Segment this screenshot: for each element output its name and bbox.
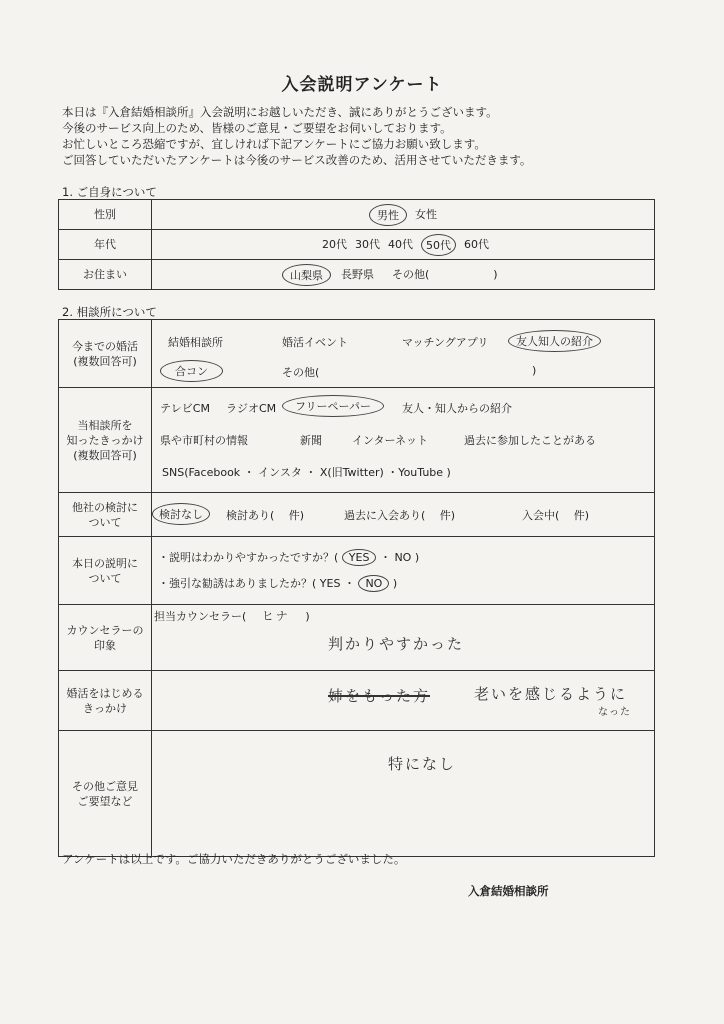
age-label: 年代 bbox=[59, 230, 152, 260]
intro-line: 今後のサービス向上のため、皆様のご意見・ご要望をお伺いしております。 bbox=[62, 121, 452, 135]
exp-option-friend[interactable]: 友人知人の紹介 bbox=[508, 330, 601, 352]
motivation-struck-text: 姉をもった方 bbox=[328, 687, 431, 705]
briefing-q1-yes[interactable]: YES bbox=[342, 549, 377, 566]
gender-label: 性別 bbox=[59, 200, 152, 230]
others-option-none[interactable]: 検討なし bbox=[152, 503, 210, 525]
discovery-row bbox=[59, 388, 655, 493]
motivation-comment-2: なった bbox=[598, 707, 631, 718]
briefing-q1 bbox=[158, 549, 419, 565]
footer-text: アンケートは以上です。ご協力いただきありがとうございました。 bbox=[62, 852, 406, 866]
discovery-label: 当相談所を bbox=[77, 418, 133, 432]
counselor-suffix: ) bbox=[305, 610, 310, 623]
exp-option-app[interactable]: マッチングアプリ bbox=[402, 336, 489, 349]
age-option-20[interactable]: 20代 bbox=[322, 237, 347, 251]
requests-label: その他ご意見 bbox=[72, 779, 138, 793]
age-row bbox=[59, 230, 655, 260]
motivation-label-2: きっかけ bbox=[83, 701, 127, 715]
others-option-current[interactable]: 入会中( 件) bbox=[522, 509, 590, 522]
residence-other-option[interactable] bbox=[392, 264, 498, 286]
others-label: 他社の検討に bbox=[72, 500, 138, 514]
disc-option-freepaper[interactable]: フリーペーパー bbox=[282, 395, 384, 417]
age-option-30[interactable]: 30代 bbox=[355, 237, 380, 251]
residence-other-close: ) bbox=[493, 267, 498, 281]
page-title: 入会説明アンケート bbox=[281, 75, 443, 95]
residence-nagano-option[interactable]: 長野県 bbox=[341, 267, 374, 281]
exp-option-event[interactable]: 婚活イベント bbox=[282, 336, 348, 349]
section2-table bbox=[58, 319, 655, 857]
experience-row bbox=[59, 320, 655, 388]
disc-option-radiocm[interactable]: ラジオCM bbox=[226, 402, 277, 415]
residence-row bbox=[59, 260, 655, 290]
intro-line: 本日は『入倉結婚相談所』入会説明にお越しいただき、誠にありがとうございます。 bbox=[62, 105, 498, 119]
briefing-label: 本日の説明に bbox=[72, 556, 138, 570]
briefing-q2-no[interactable]: NO bbox=[358, 575, 389, 592]
counselor-row bbox=[59, 605, 655, 671]
disc-option-friend[interactable]: 友人・知人からの紹介 bbox=[402, 402, 512, 415]
briefing-label-2: ついて bbox=[88, 571, 122, 585]
briefing-q1-sep: ・ bbox=[379, 551, 391, 564]
counselor-name: ヒナ bbox=[261, 609, 290, 623]
briefing-q1-text: ・説明はわかりやすかったですか？( bbox=[158, 551, 339, 564]
counselor-label: カウンセラーの bbox=[66, 623, 144, 637]
counselor-prefix: 担当カウンセラー( bbox=[154, 610, 247, 623]
briefing-q2-close: ) bbox=[392, 577, 398, 590]
gender-male-option[interactable]: 男性 bbox=[369, 204, 407, 226]
others-label-2: ついて bbox=[88, 515, 122, 529]
exp-option-agency[interactable]: 結婚相談所 bbox=[168, 336, 223, 349]
counselor-label-2: 印象 bbox=[94, 638, 116, 652]
residence-other-label: その他( bbox=[392, 267, 430, 281]
counselor-name-field bbox=[154, 607, 310, 624]
requests-row bbox=[59, 731, 655, 857]
briefing-q1-close: ) bbox=[414, 551, 420, 564]
disc-option-prefecture[interactable]: 県や市町村の情報 bbox=[160, 434, 248, 447]
motivation-label: 婚活をはじめる bbox=[66, 686, 144, 700]
organization-name: 入倉結婚相談所 bbox=[468, 884, 549, 898]
experience-label: 今までの婚活 bbox=[72, 339, 138, 353]
gender-row bbox=[59, 200, 655, 230]
briefing-row bbox=[59, 537, 655, 605]
disc-option-internet[interactable]: インターネット bbox=[352, 434, 429, 447]
discovery-label-2: 知ったきっかけ bbox=[66, 433, 144, 447]
age-option-50[interactable]: 50代 bbox=[421, 234, 456, 256]
briefing-q2 bbox=[158, 575, 397, 591]
others-row bbox=[59, 493, 655, 537]
briefing-q1-no[interactable]: NO bbox=[394, 551, 412, 564]
residence-yamanashi-option[interactable]: 山梨県 bbox=[282, 264, 331, 286]
section2-heading: 2. 相談所について bbox=[62, 305, 157, 319]
gender-female-option[interactable]: 女性 bbox=[415, 207, 437, 221]
section1-table bbox=[58, 199, 655, 290]
exp-option-other-close: ) bbox=[532, 364, 537, 377]
others-option-past[interactable]: 過去に入会あり( 件) bbox=[344, 509, 456, 522]
briefing-q2-sep: ・ bbox=[343, 577, 355, 590]
others-option-considering[interactable]: 検討あり( 件) bbox=[226, 509, 305, 522]
disc-option-past[interactable]: 過去に参加したことがある bbox=[464, 434, 596, 447]
intro-line: ご回答していただいたアンケートは今後のサービス改善のため、活用させていただきます。 bbox=[62, 153, 532, 167]
briefing-q2-yes[interactable]: YES bbox=[319, 577, 341, 590]
disc-option-tvcm[interactable]: テレビCM bbox=[160, 402, 210, 415]
motivation-comment: 老いを感じるように bbox=[474, 685, 628, 703]
intro-line: お忙しいところ恐縮ですが、宜しければ下記アンケートにご協力お願い致します。 bbox=[62, 137, 486, 151]
exp-option-gokon[interactable]: 合コン bbox=[160, 360, 223, 382]
requests-comment: 特になし bbox=[388, 755, 457, 773]
discovery-sublabel: (複数回答可) bbox=[73, 448, 137, 462]
intro-text bbox=[62, 104, 531, 168]
disc-option-newspaper[interactable]: 新聞 bbox=[300, 434, 322, 447]
counselor-comment: 判かりやすかった bbox=[328, 635, 465, 653]
disc-option-sns[interactable]: SNS(Facebook ・ インスタ ・ X(旧Twitter) ・YouTube ) bbox=[162, 466, 451, 479]
motivation-row bbox=[59, 671, 655, 731]
briefing-q2-text: ・強引な勧誘はありましたか？( bbox=[158, 577, 317, 590]
requests-label-2: ご要望など bbox=[77, 794, 133, 808]
exp-option-other[interactable]: その他( bbox=[282, 366, 320, 379]
residence-label: お住まい bbox=[59, 260, 152, 290]
age-option-60[interactable]: 60代 bbox=[464, 237, 489, 251]
experience-sublabel: (複数回答可) bbox=[73, 354, 137, 368]
section1-heading: 1. ご自身について bbox=[62, 185, 157, 199]
age-option-40[interactable]: 40代 bbox=[388, 237, 413, 251]
